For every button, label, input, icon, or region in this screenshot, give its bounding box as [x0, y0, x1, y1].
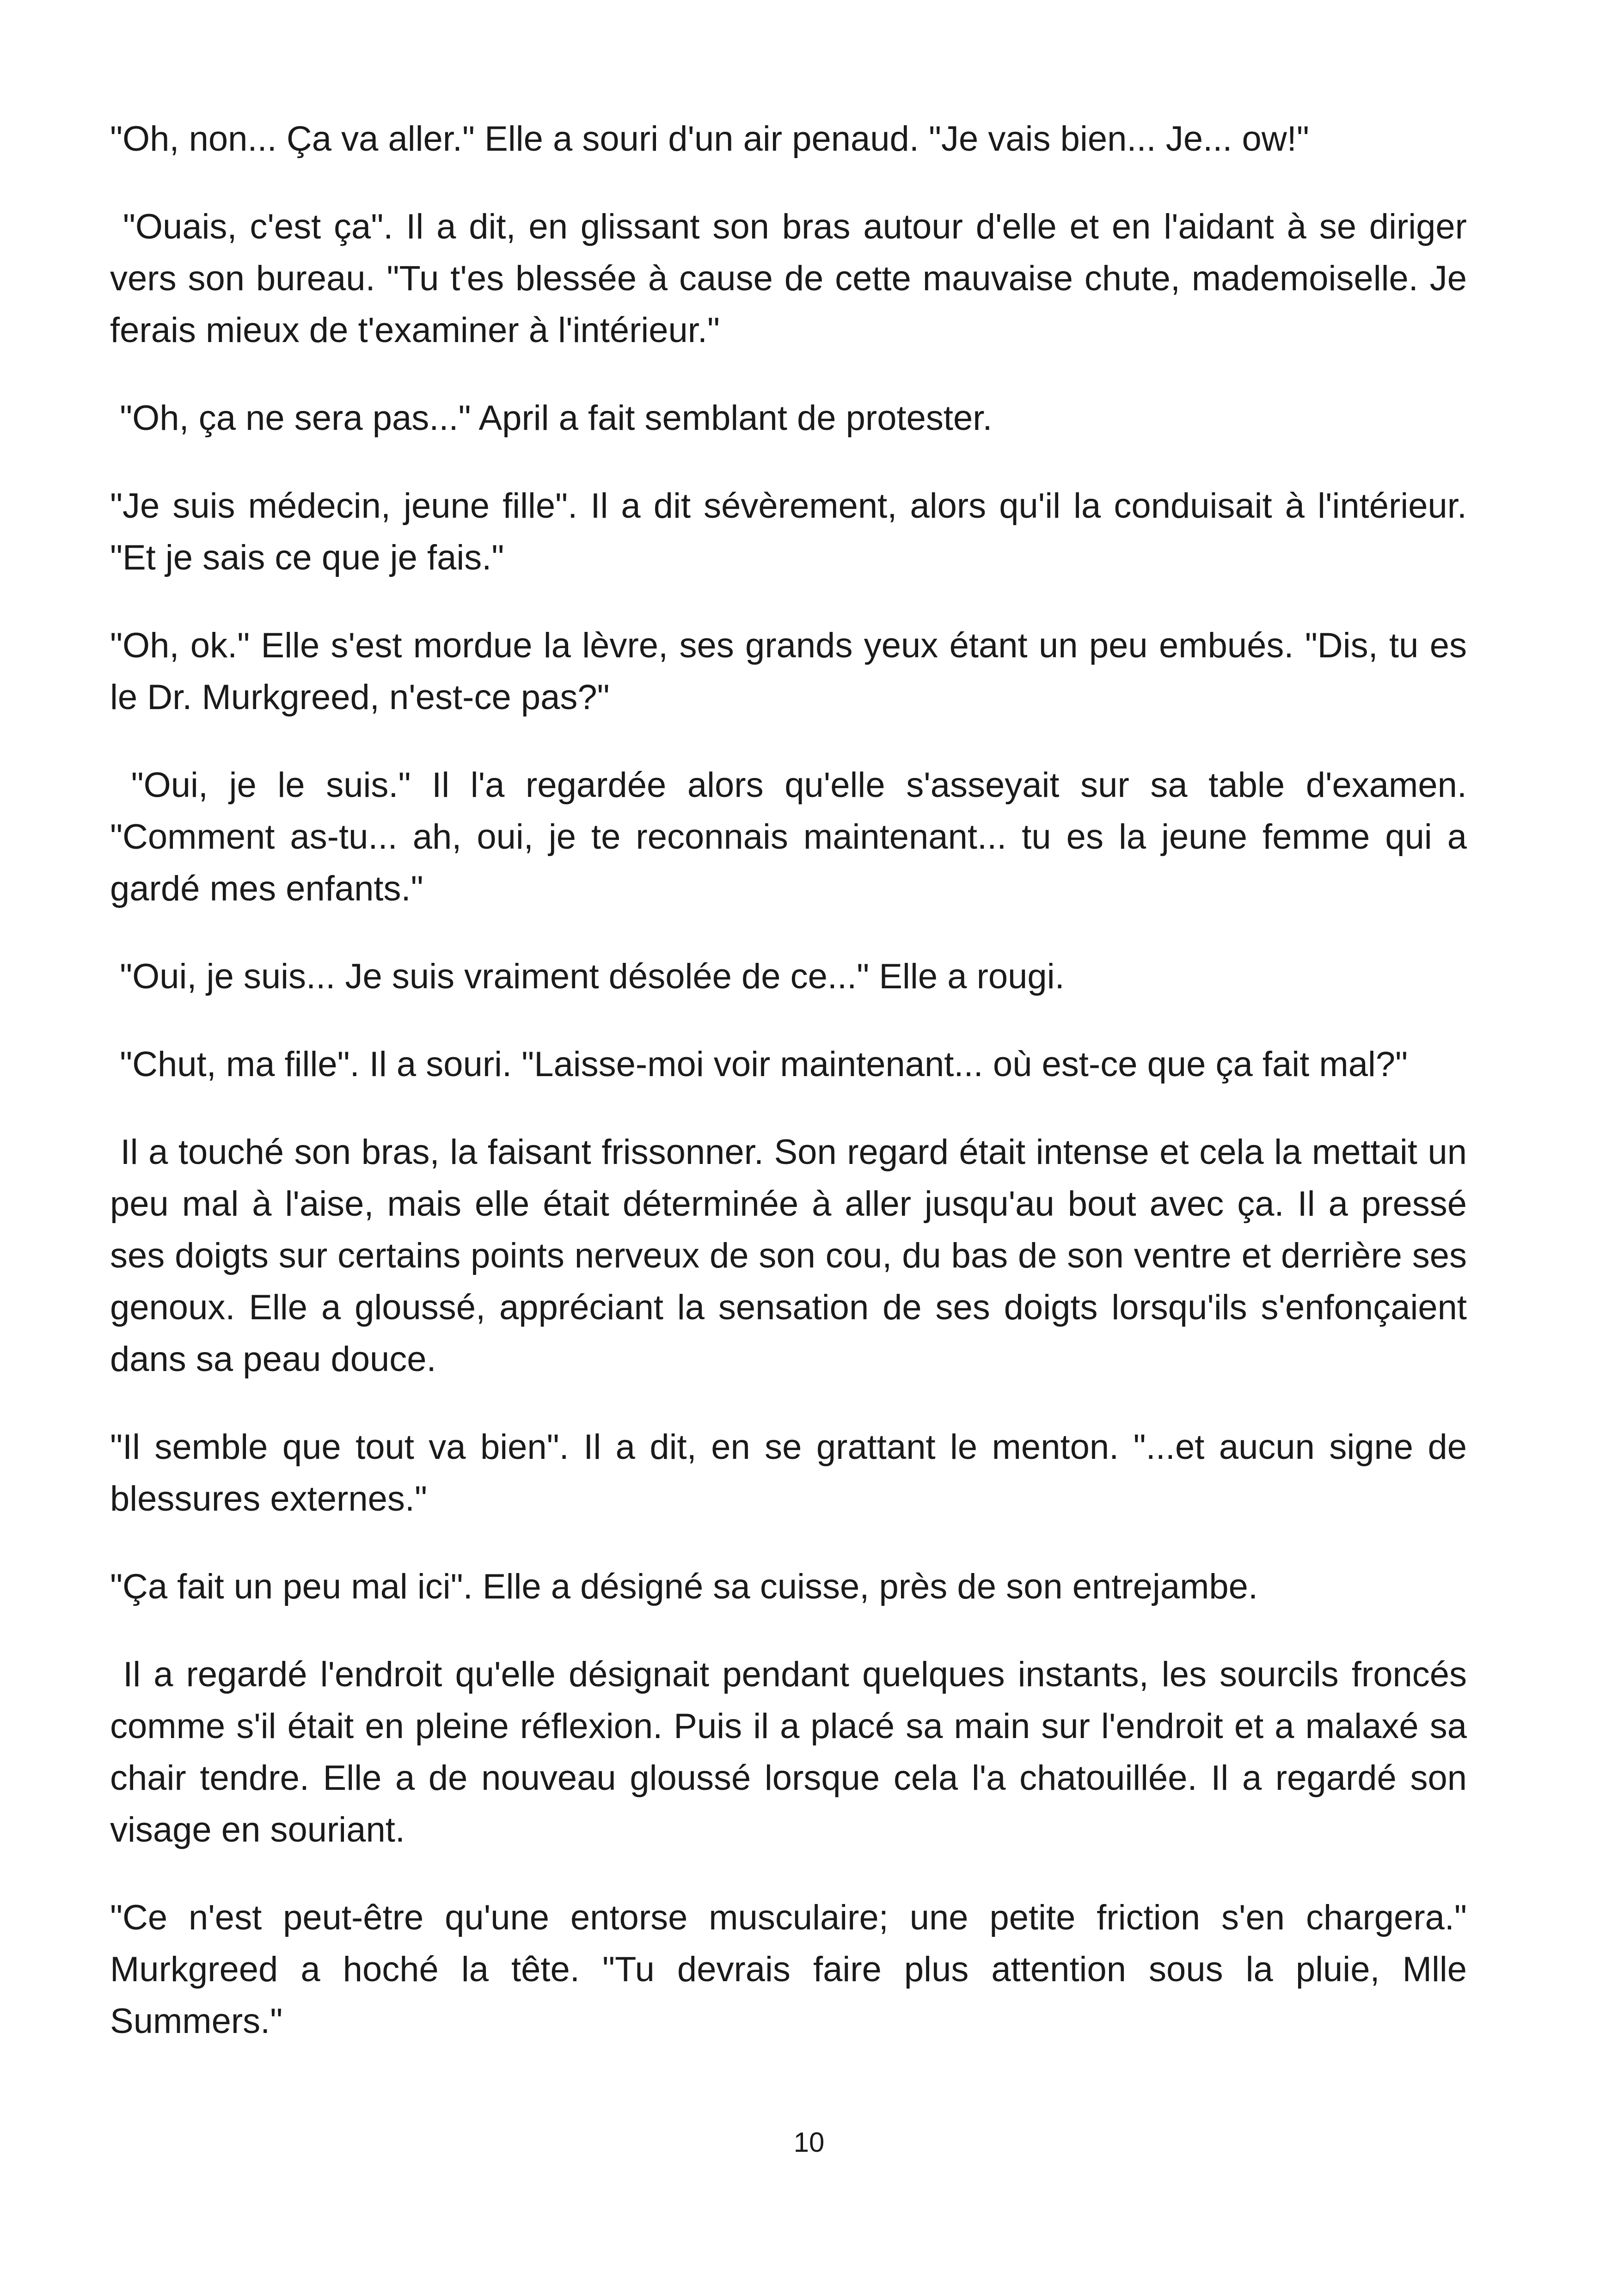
paragraph-1: "Oh, non... Ça va aller." Elle a souri d'un air penaud. "Je vais bien... Je... ow!" — [110, 119, 1309, 159]
paragraph-10: "Il semble que tout va bien". Il a dit, en se grattant le menton. "...et aucun signe de blessures externes." — [110, 1427, 1477, 1518]
text-body — [110, 113, 1477, 2083]
paragraph-3: "Oh, ça ne sera pas..." April a fait semblant de protester. — [110, 398, 993, 438]
paragraph-11: "Ça fait un peu mal ici". Elle a désigné sa cuisse, près de son entrejambe. — [110, 1567, 1258, 1606]
paragraph-5: "Oh, ok." Elle s'est mordue la lèvre, ses grands yeux étant un peu embués. "Dis, tu es le Dr. Murkgreed, n'est-ce pas?" — [110, 626, 1477, 717]
paragraph-13: "Ce n'est peut-être qu'une entorse musculaire; une petite friction s'en chargera." Murkgreed a hoché la tête. "Tu devrais faire plus attention sous la pluie, Mlle Summers." — [110, 1898, 1477, 2041]
paragraph-6: "Oui, je le suis." Il l'a regardée alors qu'elle s'asseyait sur sa table d'examen. "Comment as-tu... ah, oui, je te reconnais maintenant... tu es la jeune femme qui a gardé mes enfants." — [110, 765, 1477, 908]
paragraph-12: Il a regardé l'endroit qu'elle désignait pendant quelques instants, les sourcils froncés comme s'il était en pleine réflexion. Puis il a placé sa main sur l'endroit et a malaxé sa chair tendre. Elle a de nouveau gloussé lorsque cela l'a chatouillée. Il a regardé son visage en souriant. — [110, 1655, 1477, 1849]
page-number: 10 — [793, 2127, 825, 2158]
paragraph-7: "Oui, je suis... Je suis vraiment désolée de ce..." Elle a rougi. — [110, 957, 1065, 996]
paragraph-4: "Je suis médecin, jeune fille". Il a dit sévèrement, alors qu'il la conduisait à l'intérieur. "Et je sais ce que je fais." — [110, 486, 1477, 577]
paragraph-2: "Ouais, c'est ça". Il a dit, en glissant son bras autour d'elle et en l'aidant à se diriger vers son bureau. "Tu t'es blessée à cause de cette mauvaise chute, mademoiselle. Je ferais mieux de t'examiner à l'intérieur." — [110, 207, 1477, 350]
paragraph-8: "Chut, ma fille". Il a souri. "Laisse-moi voir maintenant... où est-ce que ça fait mal?" — [110, 1045, 1408, 1084]
paragraph-9: Il a touché son bras, la faisant frissonner. Son regard était intense et cela la mettait un peu mal à l'aise, mais elle était déterminée à aller jusqu'au bout avec ça. Il a pressé ses doigts sur certains points nerveux de son cou, du bas de son ventre et derrière ses genoux. Elle a gloussé, appréciant la sensation de ses doigts lorsqu'ils s'enfonçaient dans sa peau douce. — [110, 1133, 1477, 1379]
